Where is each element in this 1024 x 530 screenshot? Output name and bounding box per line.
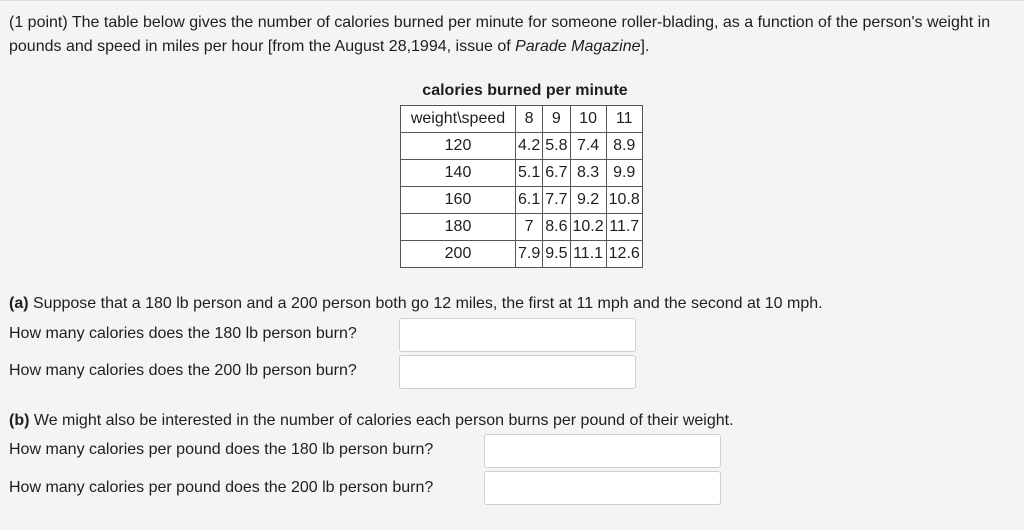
table-cell: 12.6	[606, 241, 642, 268]
top-divider	[0, 0, 1024, 1]
table-cell: 180	[401, 214, 516, 241]
table-row	[401, 133, 643, 160]
part-b-text: We might also be interested in the number of calories each person burns per pound of their weight.	[29, 412, 734, 429]
table-caption: calories burned per minute	[422, 82, 628, 99]
table-header-row	[401, 106, 643, 133]
table-header-cell: 9	[543, 106, 570, 133]
table-cell: 5.8	[543, 133, 570, 160]
table-cell: 6.1	[516, 187, 543, 214]
table-cell: 4.2	[516, 133, 543, 160]
part-b-prompt	[9, 412, 734, 430]
table-cell: 160	[401, 187, 516, 214]
table-row	[401, 160, 643, 187]
part-a-question-2: How many calories does the 200 lb person burn?	[9, 362, 357, 379]
table-cell: 200	[401, 241, 516, 268]
intro-text-end: ].	[640, 38, 650, 55]
table-row	[401, 241, 643, 268]
table-cell: 7.9	[516, 241, 543, 268]
part-b-answer-1-input[interactable]	[484, 434, 721, 468]
table-cell: 7.4	[570, 133, 606, 160]
table-cell: 10.2	[570, 214, 606, 241]
table-cell: 8.6	[543, 214, 570, 241]
table-cell: 10.8	[606, 187, 642, 214]
table-header-cell: weight\speed	[401, 106, 516, 133]
table-cell: 9.2	[570, 187, 606, 214]
table-cell: 6.7	[543, 160, 570, 187]
part-b-question-2: How many calories per pound does the 200 lb person burn?	[9, 479, 434, 496]
intro-source: Parade Magazine	[515, 38, 641, 55]
table-cell: 120	[401, 133, 516, 160]
table-header-cell: 10	[570, 106, 606, 133]
table-cell: 8.9	[606, 133, 642, 160]
table-cell: 11.1	[570, 241, 606, 268]
part-a-answer-2-input[interactable]	[399, 355, 636, 389]
part-b-label: (b)	[9, 412, 30, 429]
part-a-label: (a)	[9, 295, 29, 312]
intro-text: (1 point) The table below gives the number of calories burned per minute for someone roller-blading, as a function of the person's weight in pounds and speed in miles per hour [from the August 28,1994, issue of	[9, 14, 991, 55]
table-cell: 7.7	[543, 187, 570, 214]
table-header-cell: 8	[516, 106, 543, 133]
table-row	[401, 187, 643, 214]
problem-intro	[9, 11, 1019, 59]
table-cell: 5.1	[516, 160, 543, 187]
table-cell: 9.9	[606, 160, 642, 187]
part-a-text: Suppose that a 180 lb person and a 200 person both go 12 miles, the first at 11 mph and the second at 10 mph.	[28, 295, 823, 312]
part-a-question-1: How many calories does the 180 lb person burn?	[9, 325, 357, 342]
part-b-question-1: How many calories per pound does the 180 lb person burn?	[9, 441, 434, 458]
table-cell: 11.7	[606, 214, 642, 241]
table-cell: 8.3	[570, 160, 606, 187]
table-cell: 9.5	[543, 241, 570, 268]
table-cell: 140	[401, 160, 516, 187]
table-cell: 7	[516, 214, 543, 241]
table-row	[401, 214, 643, 241]
part-a-answer-1-input[interactable]	[399, 318, 636, 352]
part-a-prompt	[9, 295, 823, 313]
table-header-cell: 11	[606, 106, 642, 133]
part-b-answer-2-input[interactable]	[484, 471, 721, 505]
calories-table	[400, 105, 643, 268]
